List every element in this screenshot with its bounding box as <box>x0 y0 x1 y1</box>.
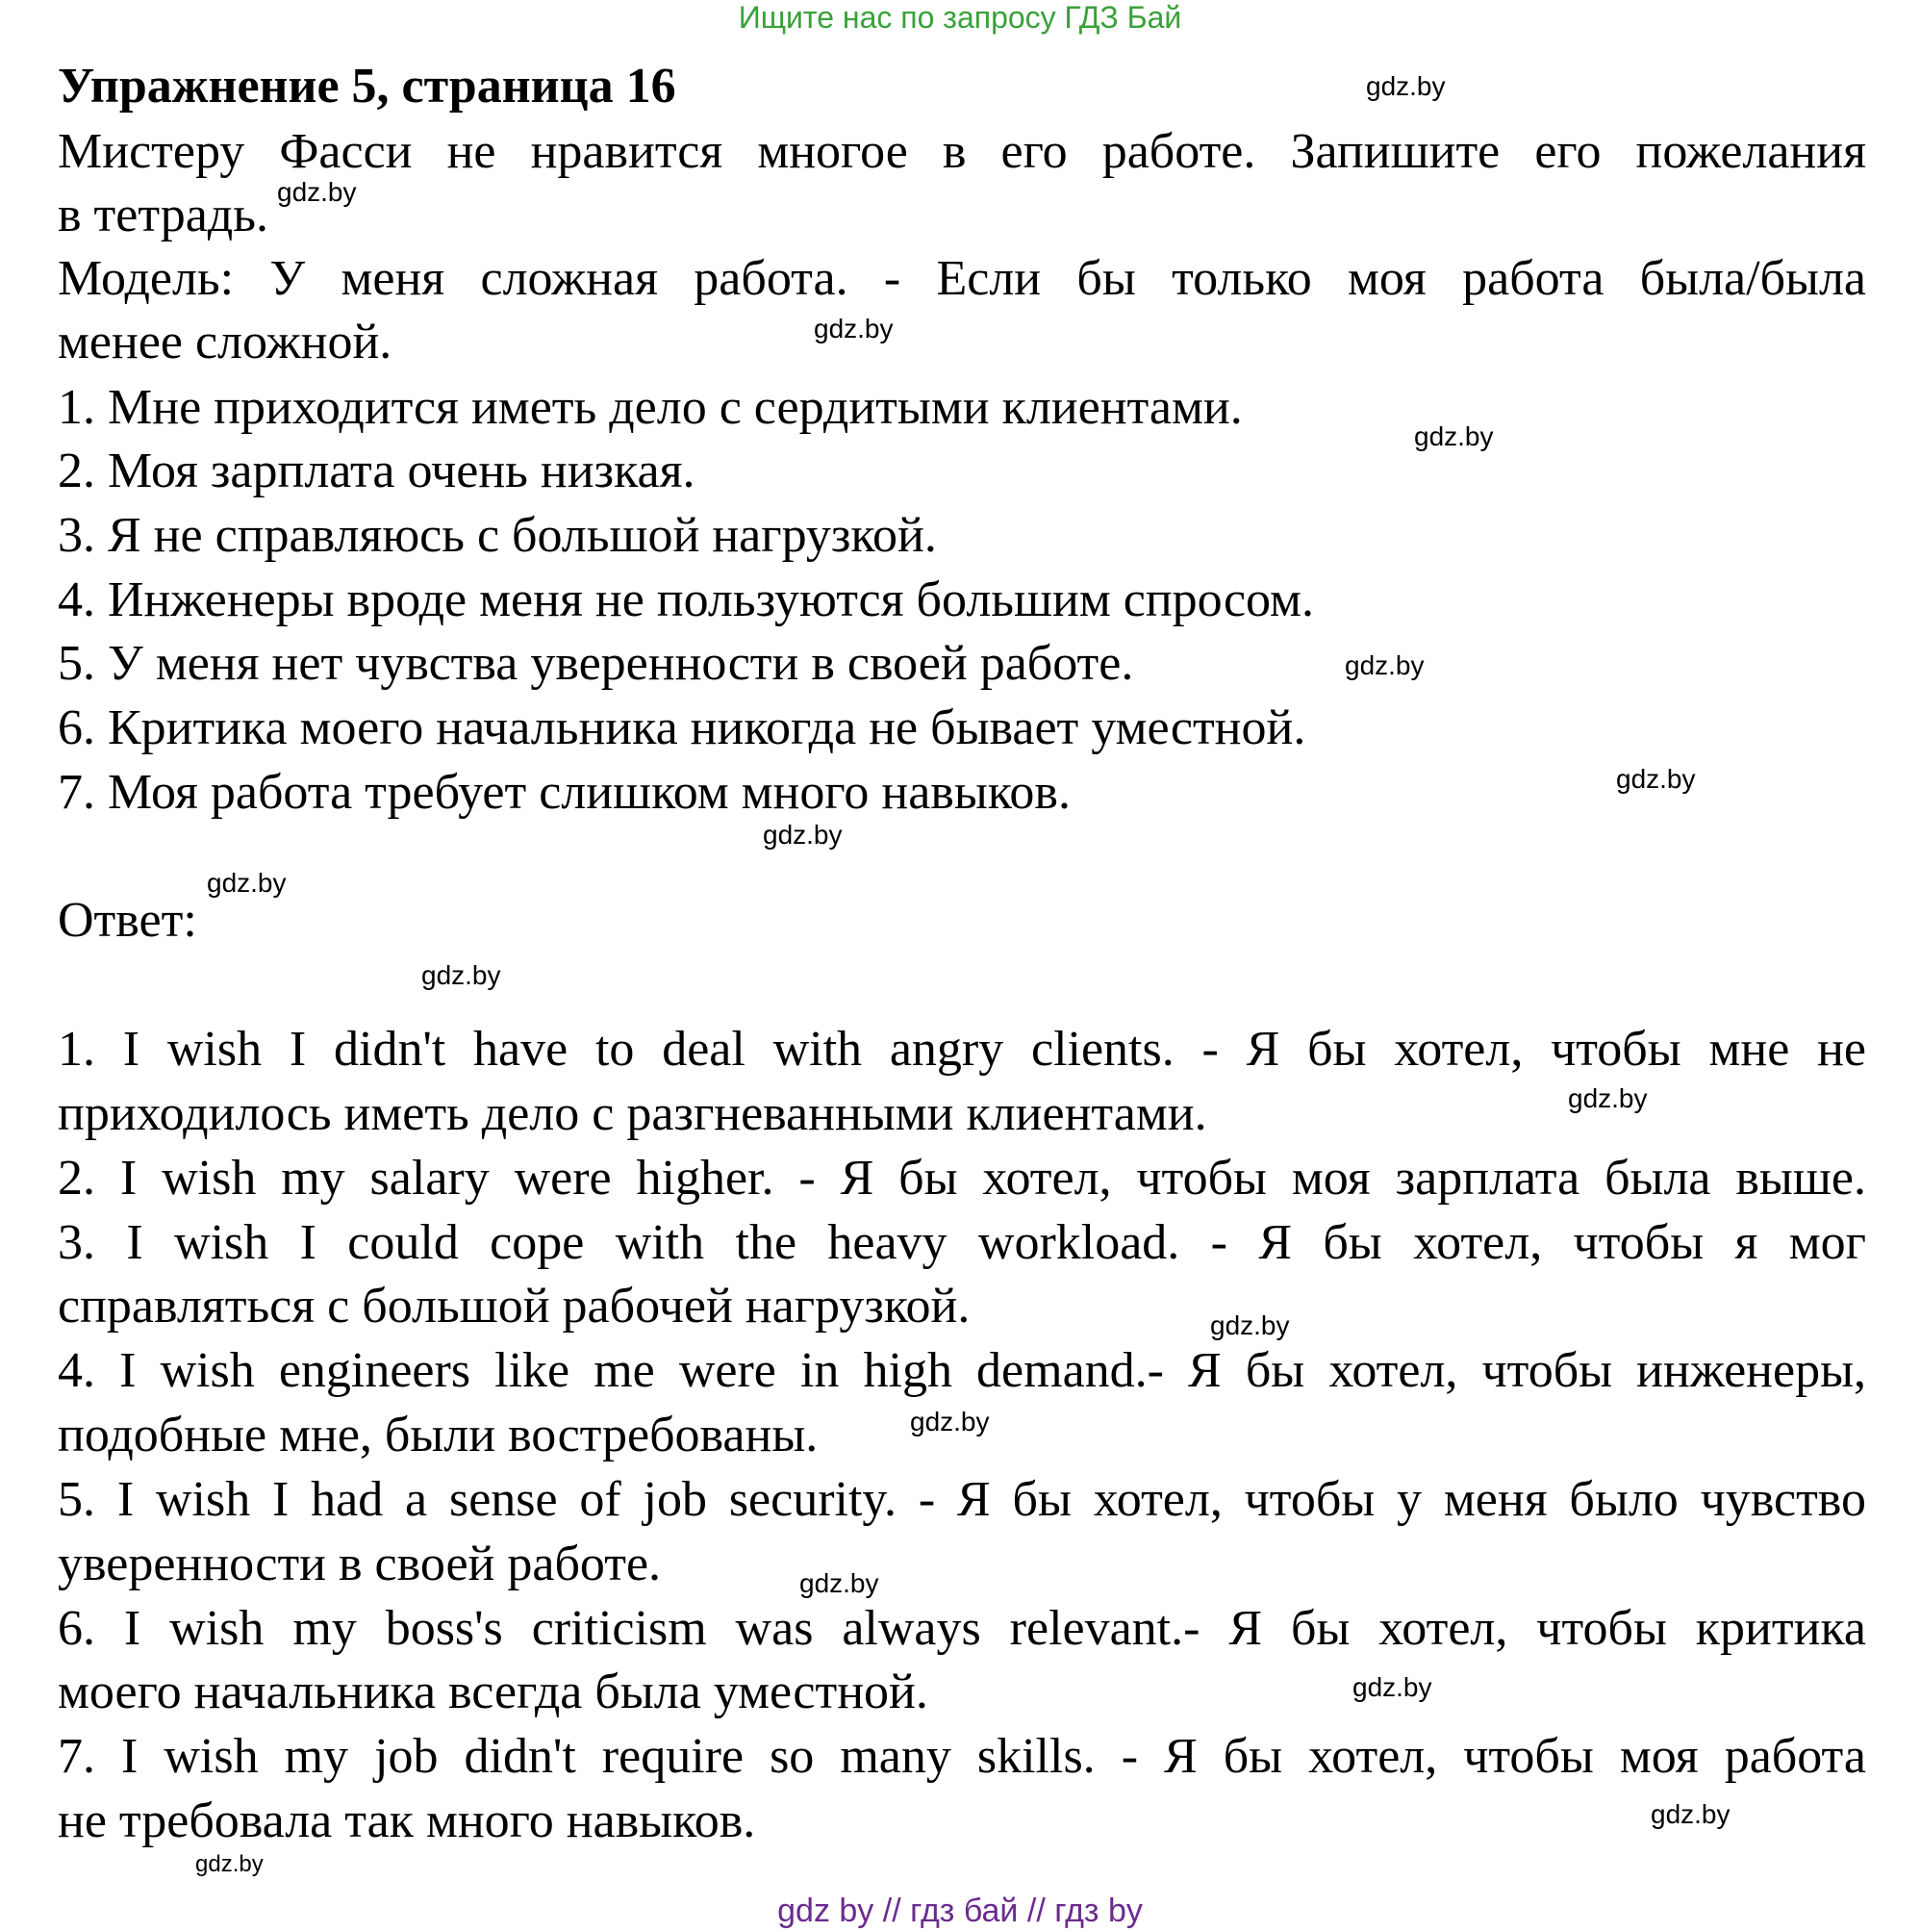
task-item-3: 3. Я не справляюсь с большой нагрузкой. <box>58 508 937 563</box>
answer-3-line-2: справляться с большой рабочей нагрузкой. <box>58 1279 971 1334</box>
answer-7-line-1: 7. I wish my job didn't require so many skills. - Я бы хотел, чтобы моя работа <box>58 1729 1866 1784</box>
top-banner: Ищите нас по запросу ГДЗ Бай <box>738 0 1182 35</box>
answer-1-line-2: приходилось иметь дело с разгневанными клиентами. <box>58 1086 1207 1141</box>
watermark: gdz.by <box>195 1851 264 1877</box>
watermark: gdz.by <box>814 314 894 343</box>
watermark: gdz.by <box>1210 1310 1290 1340</box>
model-line-2: менее сложной. <box>58 315 392 369</box>
page-title: Упражнение 5, страница 16 <box>58 59 676 114</box>
watermark: gdz.by <box>1352 1672 1432 1702</box>
watermark: gdz.by <box>1345 650 1425 680</box>
answer-5-line-1: 5. I wish I had a sense of job security. - Я бы хотел, чтобы у меня было чувство <box>58 1472 1866 1527</box>
watermark: gdz.by <box>277 177 357 207</box>
watermark: gdz.by <box>799 1568 879 1598</box>
watermark: gdz.by <box>1414 421 1494 451</box>
task-item-6: 6. Критика моего начальника никогда не бывает уместной. <box>58 700 1306 755</box>
answer-1-line-1: 1. I wish I didn't have to deal with angry clients. - Я бы хотел, чтобы мне не <box>58 1022 1866 1077</box>
task-item-5: 5. У меня нет чувства уверенности в своей работе. <box>58 636 1134 691</box>
watermark: gdz.by <box>910 1407 990 1436</box>
answer-6-line-1: 6. I wish my boss's criticism was always relevant.- Я бы хотел, чтобы критика <box>58 1601 1866 1656</box>
answer-4-line-2: подобные мне, были востребованы. <box>58 1408 819 1462</box>
task-item-7: 7. Моя работа требует слишком много навыков. <box>58 765 1071 820</box>
answer-5-line-2: уверенности в своей работе. <box>58 1537 662 1591</box>
watermark: gdz.by <box>1651 1799 1731 1829</box>
watermark: gdz.by <box>1366 71 1446 101</box>
answer-3-line-1: 3. I wish I could cope with the heavy workload. - Я бы хотел, чтобы я мог <box>58 1215 1866 1270</box>
model-line-1: Модель: У меня сложная работа. - Если бы только моя работа была/была <box>58 251 1866 306</box>
task-line-2: в тетрадь. <box>58 188 268 242</box>
answer-7-line-2: не требовала так много навыков. <box>58 1793 756 1848</box>
task-item-1: 1. Мне приходится иметь дело с сердитыми клиентами. <box>58 380 1243 435</box>
watermark: gdz.by <box>1568 1083 1648 1113</box>
answer-label: Ответ: <box>58 893 197 948</box>
watermark: gdz.by <box>1616 764 1696 794</box>
footer-links: gdz by // гдз бай // гдз by <box>777 1893 1143 1929</box>
watermark: gdz.by <box>763 820 843 850</box>
answer-4-line-1: 4. I wish engineers like me were in high demand.- Я бы хотел, чтобы инженеры, <box>58 1343 1866 1398</box>
task-line-1: Мистеру Фасси не нравится многое в его работе. Запишите его пожелания <box>58 124 1866 179</box>
answer-2-line-1: 2. I wish my salary were higher. - Я бы хотел, чтобы моя зарплата была выше. <box>58 1151 1866 1206</box>
watermark: gdz.by <box>421 960 501 990</box>
watermark: gdz.by <box>207 868 287 898</box>
answer-6-line-2: моего начальника всегда была уместной. <box>58 1665 928 1719</box>
task-item-4: 4. Инженеры вроде меня не пользуются большим спросом. <box>58 572 1314 627</box>
task-item-2: 2. Моя зарплата очень низкая. <box>58 444 695 498</box>
